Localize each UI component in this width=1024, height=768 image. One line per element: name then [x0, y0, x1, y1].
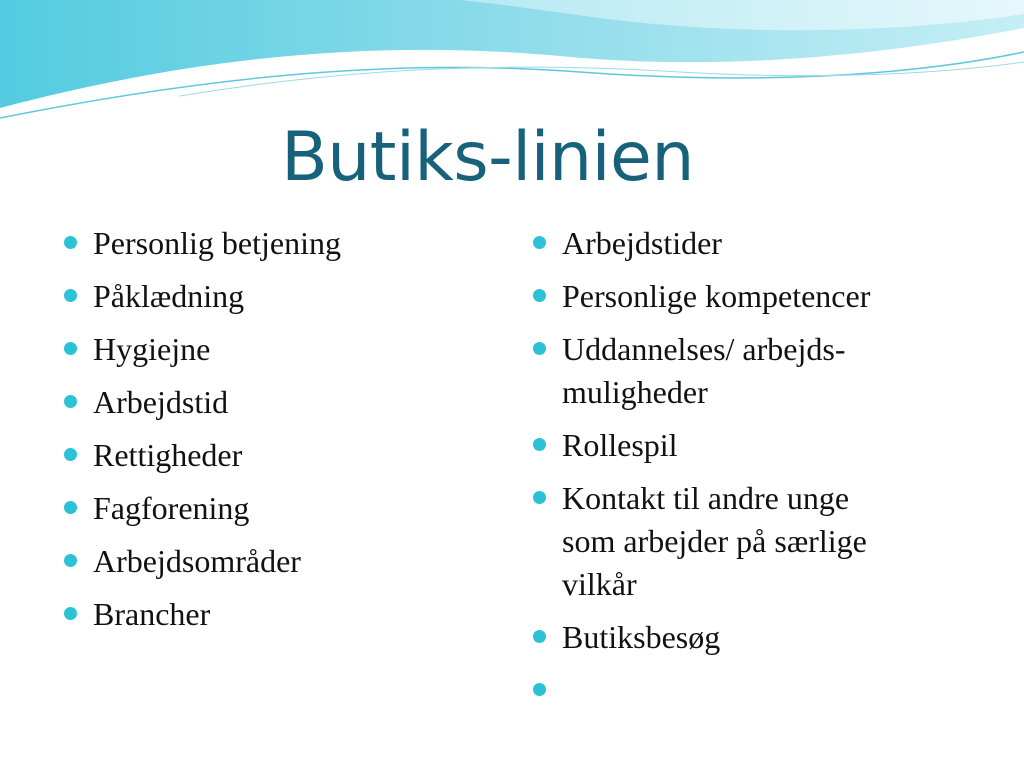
bullet-icon	[64, 607, 77, 620]
bullet-icon	[533, 683, 546, 696]
list-item: Rollespil	[533, 424, 973, 467]
bullet-icon	[64, 289, 77, 302]
bullet-icon	[533, 289, 546, 302]
list-item: Fagforening	[64, 487, 504, 530]
bullet-icon	[64, 448, 77, 461]
wave-decoration	[0, 0, 1024, 130]
bullet-icon	[64, 501, 77, 514]
list-item: Arbejdsområder	[64, 540, 504, 583]
list-item: Personlige kompetencer	[533, 275, 973, 318]
list-item: Arbejdstider	[533, 222, 973, 265]
bullet-icon	[533, 342, 546, 355]
list-item: Påklædning	[64, 275, 504, 318]
bullet-icon	[64, 342, 77, 355]
bullet-icon	[533, 491, 546, 504]
list-item: Personlig betjening	[64, 222, 504, 265]
list-item: Uddannelses/ arbejds- muligheder	[533, 328, 973, 414]
list-item: Kontakt til andre unge som arbejder på særlige vilkår	[533, 477, 973, 606]
left-bullet-list	[64, 222, 504, 646]
bullet-icon	[64, 554, 77, 567]
slide-title: Butiks-linien	[281, 118, 694, 197]
list-item: Brancher	[64, 593, 504, 636]
bullet-icon	[533, 630, 546, 643]
bullet-icon	[64, 395, 77, 408]
bullet-icon	[64, 236, 77, 249]
list-item: Arbejdstid	[64, 381, 504, 424]
list-item: Butiksbesøg	[533, 616, 973, 659]
list-item: Hygiejne	[64, 328, 504, 371]
bullet-icon	[533, 236, 546, 249]
right-bullet-list	[533, 222, 973, 669]
list-item: Rettigheder	[64, 434, 504, 477]
bullet-icon	[533, 438, 546, 451]
